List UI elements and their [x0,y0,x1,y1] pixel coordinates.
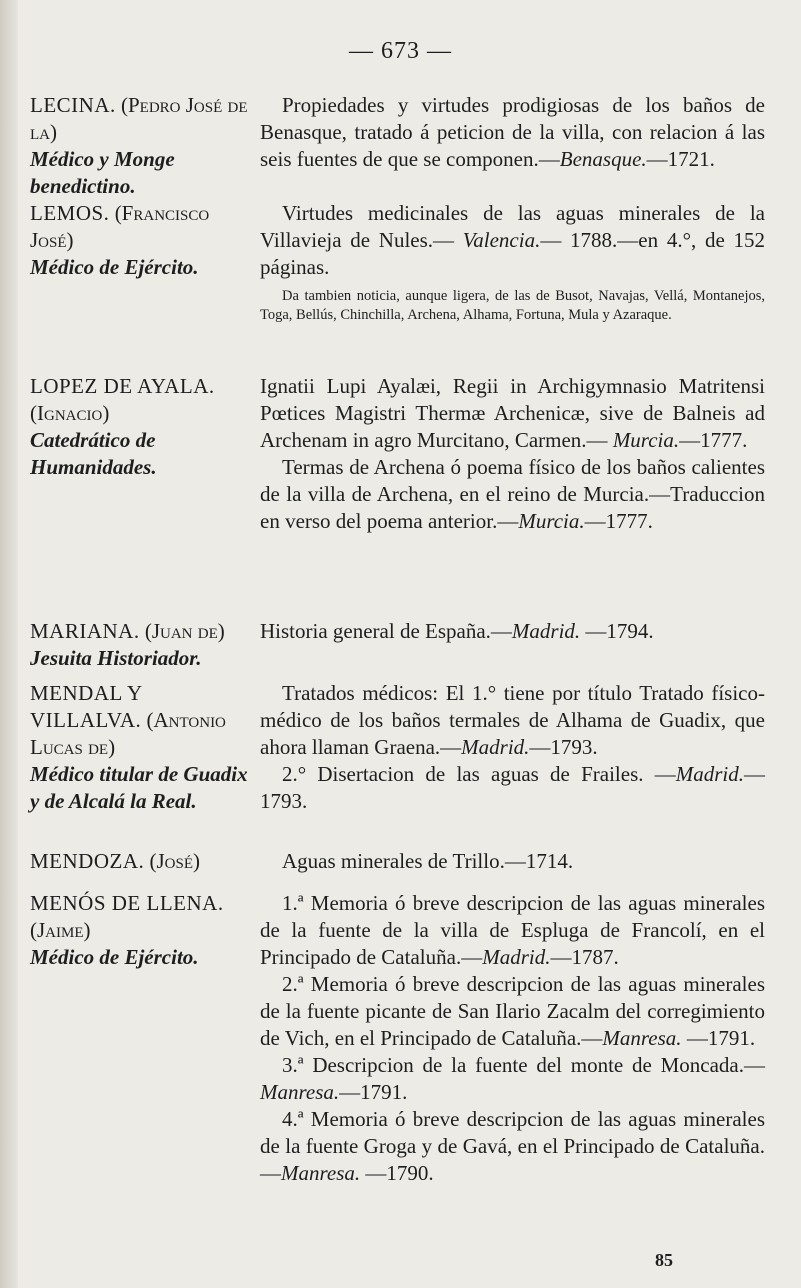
author-given-name: (Pedro José de la) [30,93,248,144]
work-year: —1793. [529,735,598,759]
work-item: 2.° Disertacion de las aguas de Frailes. —Madrid.—1793. [260,762,765,813]
works-list [260,373,765,535]
author-block [30,373,255,481]
author-block [30,200,255,281]
work-year: —1791. [339,1080,408,1104]
author-block [30,890,255,971]
work-item: 1.ª Memoria ó breve descripcion de las aguas minerales de la fuente de la villa de Espluga de Francolí, en el Principado de Cataluña.—Madrid.—1787. [260,891,765,969]
work-item: Termas de Archena ó poema físico de los baños calientes de la villa de Archena, en el reino de Murcia.—Traduccion en verso del poema anterior.—Murcia.—1777. [260,455,765,533]
works-list [260,848,765,875]
works-list [260,890,765,1187]
author-role: Catedrático de Humanidades. [30,428,157,479]
work-year: —1794. [580,619,654,643]
author-surname: LECINA. [30,93,116,117]
author-block [30,92,255,200]
author-given-name: (Ignacio) [30,401,110,425]
work-place: Manresa. [602,1026,682,1050]
work-year: —1787. [550,945,619,969]
author-given-name: (Antonio Lucas de) [30,708,226,759]
work-item: Aguas minerales de Trillo.—1714. [282,849,574,873]
author-role: Médico de Ejército. [30,945,199,969]
work-year: —1777. [679,428,748,452]
author-surname: LEMOS. [30,201,110,225]
author-block [30,618,255,672]
author-surname: MENDAL Y VILLALVA. [30,681,142,732]
work-place: Manresa. [281,1161,361,1185]
author-role: Médico titular de Guadix y de Alcalá la Real. [30,762,248,813]
author-given-name: (Jaime) [30,918,91,942]
work-place: Madrid. [461,735,530,759]
author-surname: MARIANA. [30,619,140,643]
works-list [260,200,765,325]
works-list [260,92,765,173]
work-year: —1793. [260,762,765,813]
work-place: Madrid. [482,945,551,969]
work-item: 3.ª Descripcion de la fuente del monte de Moncada.—Manresa.—1791. [260,1053,765,1104]
work-place: Murcia. [518,509,585,533]
author-surname: LOPEZ DE AYALA. [30,374,215,398]
work-place: Valencia. [462,228,541,252]
works-list [260,680,765,815]
work-item: Propiedades y virtudes prodigiosas de los baños de Benasque, tratado á peticion de la villa, con relacion á las seis fuentes de que se componen.—Benasque.—1721. [260,93,765,171]
works-list [260,618,765,645]
author-role: Jesuita Historiador. [30,646,202,670]
author-surname: MENÓS DE LLENA. [30,891,224,915]
work-item: Tratados médicos: El 1.° tiene por título Tratado físico-médico de los baños termales de Alhama de Guadix, que ahora llaman Graena.—Madrid.—1793. [260,681,765,759]
work-item: Ignatii Lupi Ayalæi, Regii in Archigymnasio Matritensi Pœtices Magistri Thermæ Archenicæ, sive de Balneis ad Archenam in agro Murcitano, Carmen.— Murcia.—1777. [260,374,765,452]
work-item: Historia general de España.—Madrid. —1794. [260,619,654,643]
work-year: —1721. [646,147,715,171]
work-year: — 1788.—en 4.°, de 152 páginas. [260,228,765,279]
author-given-name: (José) [149,849,200,873]
author-given-name: (Juan de) [144,619,225,643]
page-number: — 673 — [349,38,452,64]
work-place: Madrid. [675,762,744,786]
author-block [30,848,255,875]
work-year: —1777. [584,509,653,533]
author-block [30,680,255,815]
work-place: Murcia. [612,428,680,452]
work-year: —1791. [681,1026,756,1050]
printer-signature: 85 [655,1250,673,1270]
work-item: 4.ª Memoria ó breve descripcion de las aguas minerales de la fuente Groga y de Gavá, en el Principado de Cataluña.—Manresa. —1790. [260,1107,765,1185]
author-surname: MENDOZA. [30,849,145,873]
work-year: —1790. [360,1161,434,1185]
work-place: Benasque. [559,147,647,171]
work-item: Virtudes medicinales de las aguas minerales de la Villavieja de Nules.— Valencia.— 1788.—en 4.°, de 152 páginas. [260,201,765,279]
work-note: Da tambien noticia, aunque ligera, de las de Busot, Navajas, Vellá, Montanejos, Toga, Bellús, Chinchilla, Archena, Alhama, Fortuna, Mula y Azaraque. [260,288,765,323]
author-role: Médico y Monge benedictino. [30,147,175,198]
work-place: Manresa. [260,1080,340,1104]
author-role: Médico de Ejército. [30,255,199,279]
work-place: Madrid. [511,619,581,643]
page-binding-edge [0,0,18,1288]
work-item: 2.ª Memoria ó breve descripcion de las aguas minerales de la fuente picante de San Ilario Zacalm del corregimiento de Vich, en el Principado de Cataluña.—Manresa. —1791. [260,972,765,1050]
author-given-name: (Francisco José) [30,201,210,252]
